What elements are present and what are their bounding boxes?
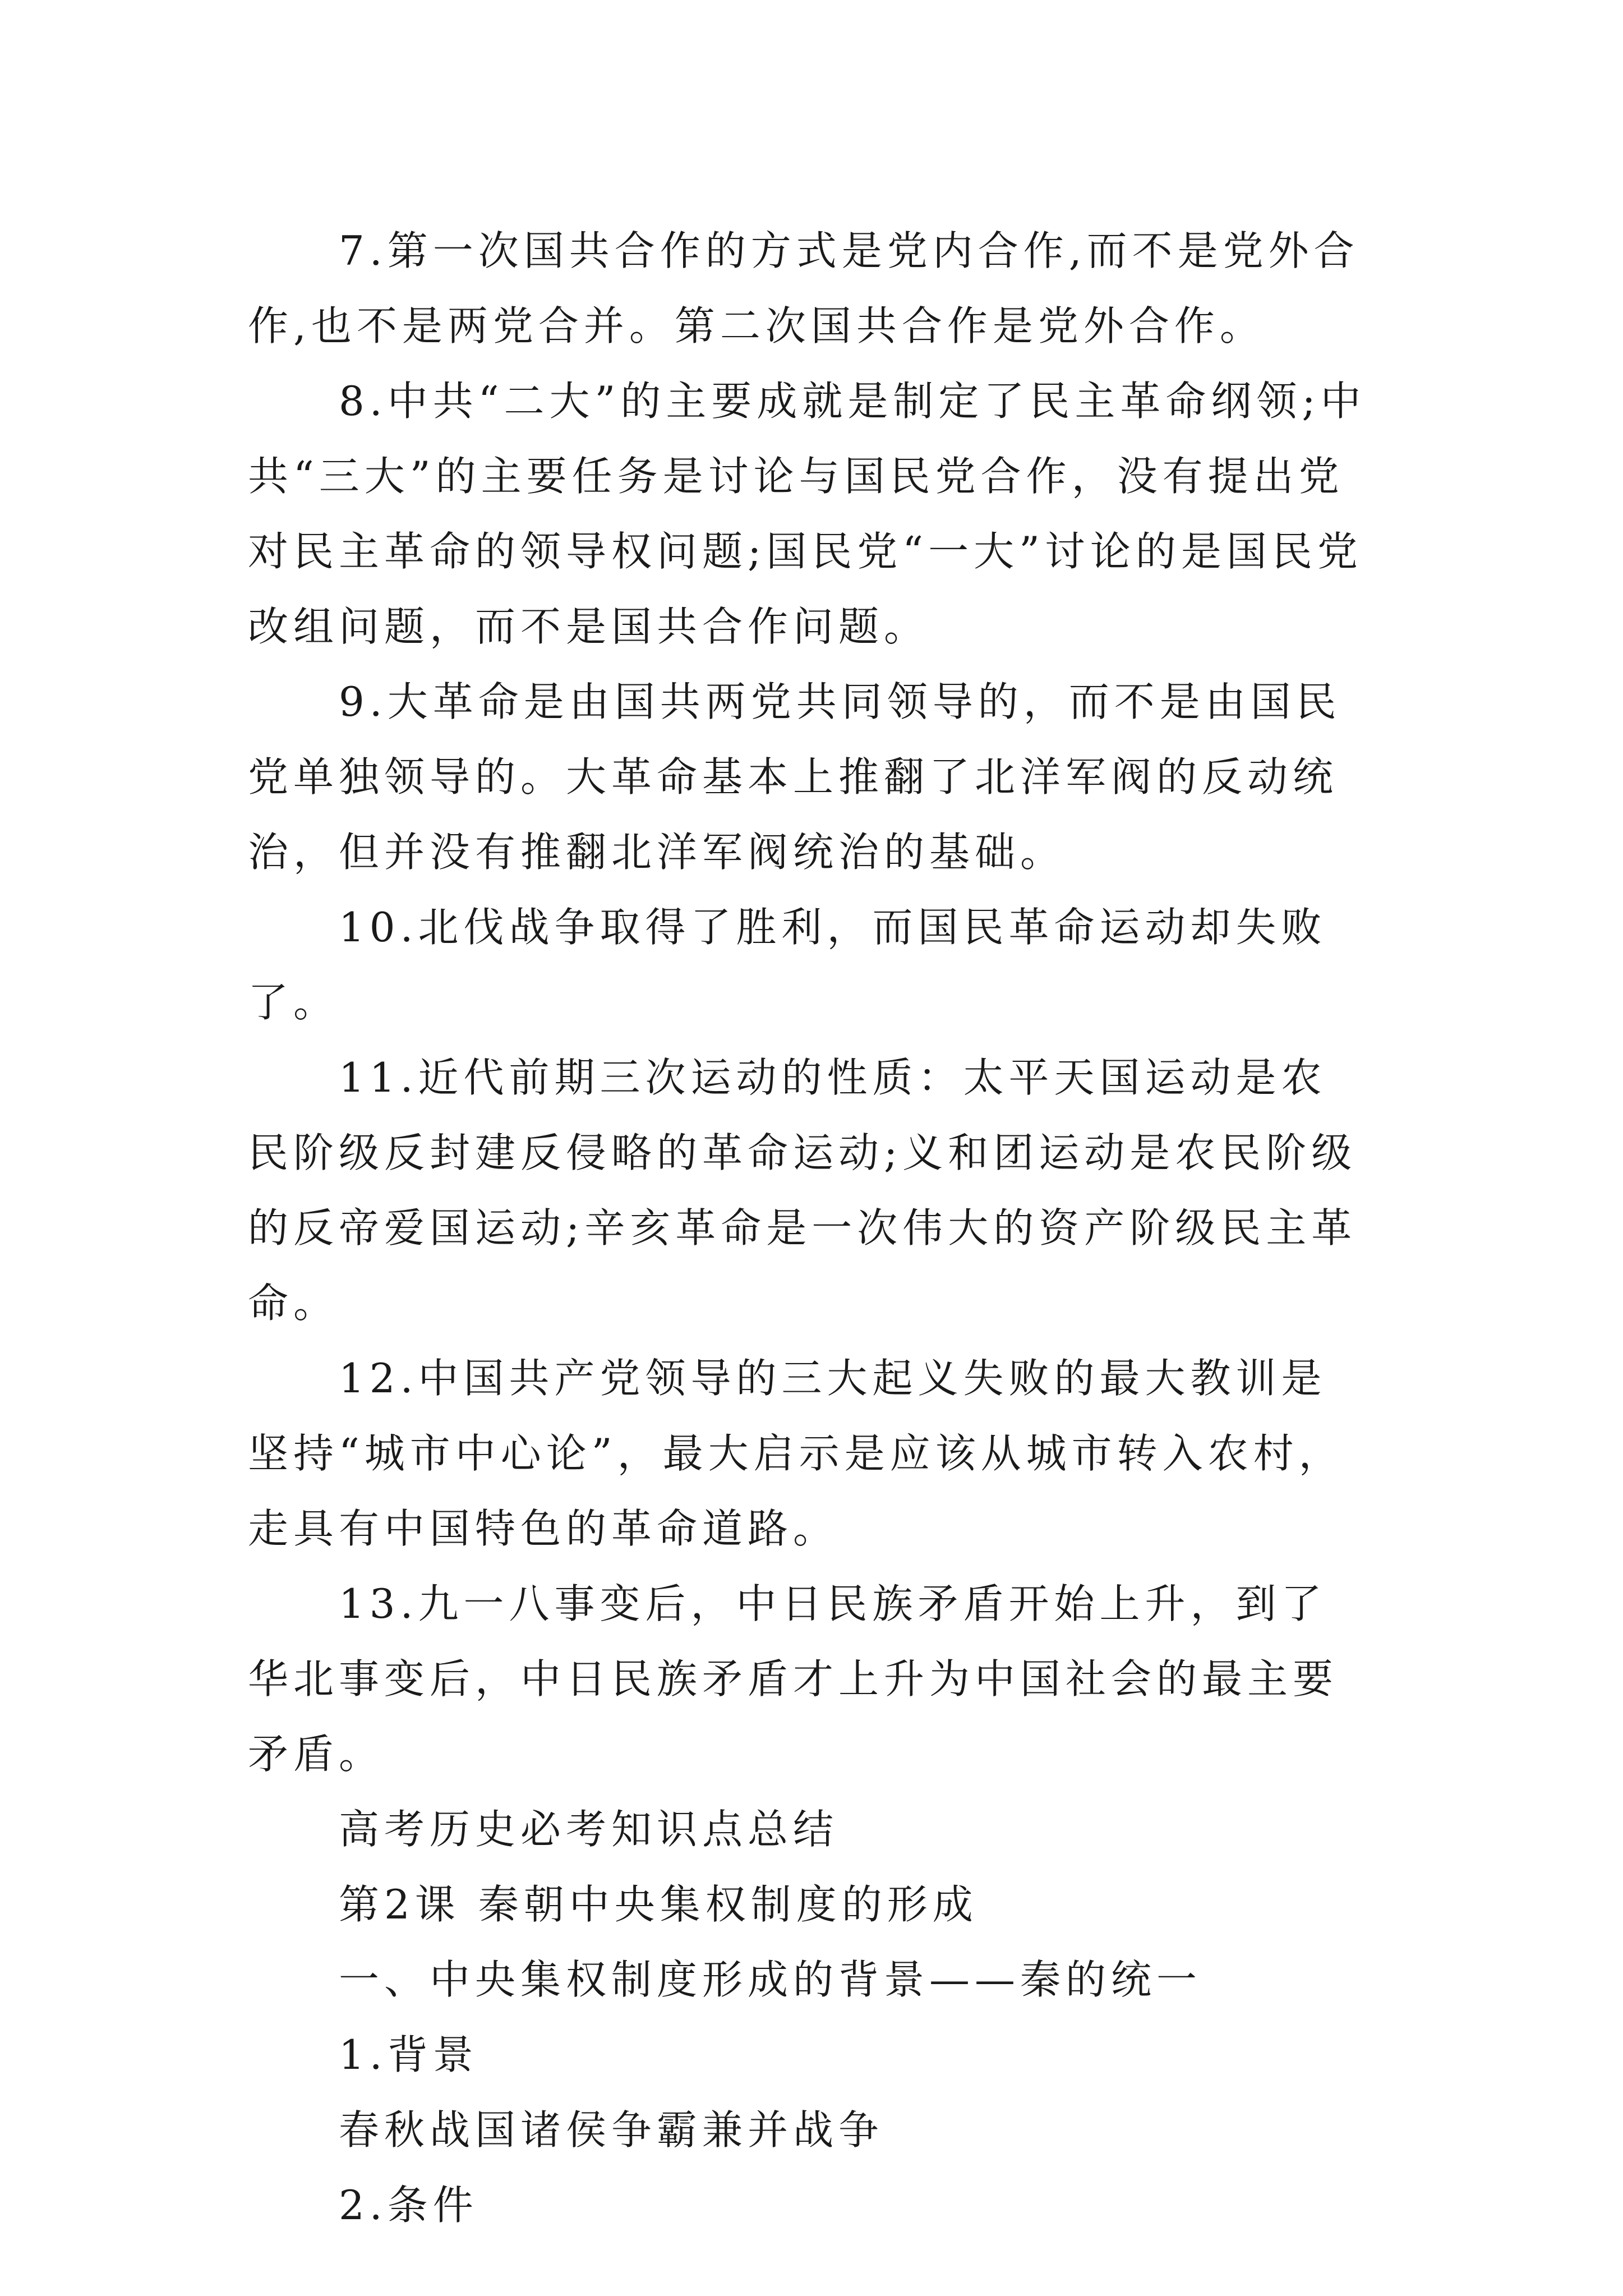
item-background-heading: 1.背景 [339, 2031, 478, 2078]
document-body [248, 213, 1370, 2243]
lesson-title: 第2课 秦朝中央集权制度的形成 [339, 1881, 978, 1928]
paragraph-7: 7.第一次国共合作的方式是党内合作,而不是党外合作,也不是两党合并。第二次国共合作是党外合作。 [248, 227, 1359, 349]
paragraph-10: 10.北伐战争取得了胜利，而国民革命运动却失败了。 [248, 904, 1327, 1026]
item-conditions-heading: 2.条件 [339, 2182, 478, 2229]
item-background-text: 春秋战国诸侯争霸兼并战争 [339, 2106, 884, 2154]
paragraph-13: 13.九一八事变后，中日民族矛盾开始上升，到了华北事变后，中日民族矛盾才上升为中国社会的最主要矛盾。 [248, 1580, 1339, 1778]
subsection-heading: 一、中央集权制度形成的背景——秦的统一 [339, 1956, 1202, 2003]
section-heading: 高考历史必考知识点总结 [339, 1806, 839, 1853]
paragraph-9: 9.大革命是由国共两党共同领导的，而不是由国民党单独领导的。大革命基本上推翻了北洋军阀的反动统治，但并没有推翻北洋军阀统治的基础。 [248, 678, 1341, 876]
paragraph-8: 8.中共“二大”的主要成就是制定了民主革命纲领;中共“三大”的主要任务是讨论与国民党合作，没有提出党对民主革命的领导权问题;国民党“一大”讨论的是国民党改组问题，而不是国共合作问题。 [248, 378, 1366, 650]
paragraph-11: 11.近代前期三次运动的性质：太平天国运动是农民阶级反封建反侵略的革命运动;义和团运动是农民阶级的反帝爱国运动;辛亥革命是一次伟大的资产阶级民主革命。 [248, 1054, 1357, 1327]
paragraph-12: 12.中国共产党领导的三大起义失败的最大教训是坚持“城市中心论”，最大启示是应该从城市转入农村，走具有中国特色的革命道路。 [248, 1355, 1344, 1552]
